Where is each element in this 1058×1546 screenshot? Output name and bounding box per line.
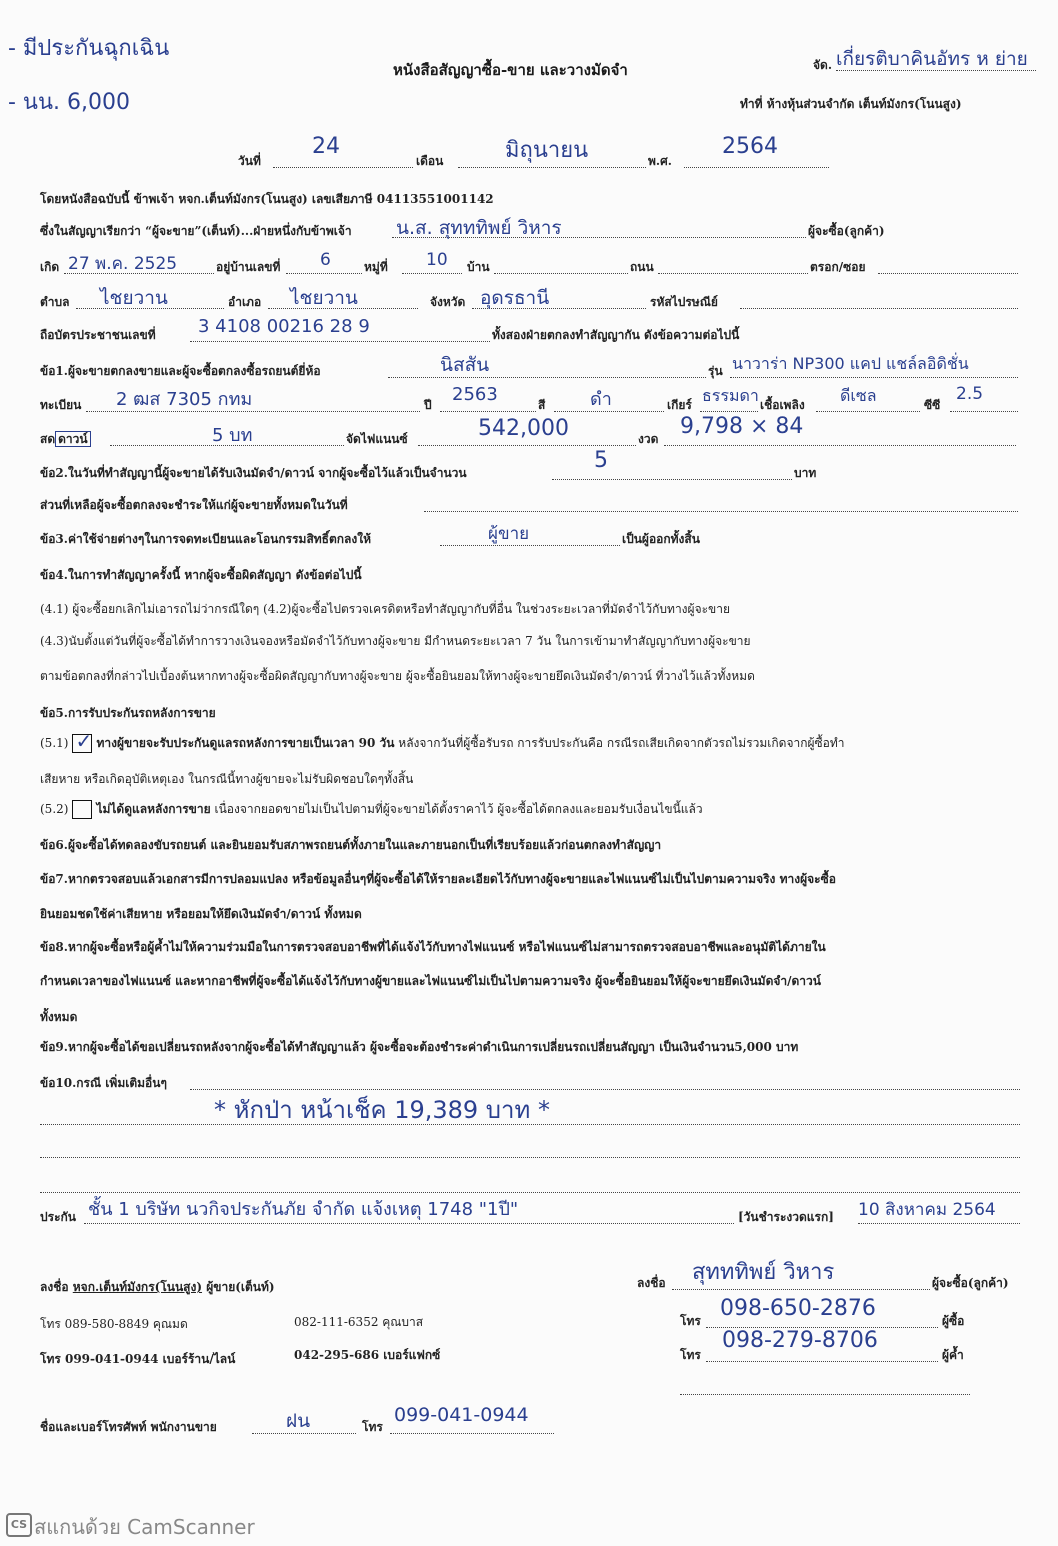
insurance-value: ชั้น 1 บริษัท นวกิจประกันภัย จำกัด แจ้งเหตุ 1748 "1ปี" xyxy=(88,1199,519,1220)
buyer-tel-role: ผู้ซื้อ xyxy=(942,1314,965,1328)
car-fuel: ดีเซล xyxy=(840,386,877,405)
jad-label: จัด. xyxy=(813,58,833,72)
clause2b: ส่วนที่เหลือผู้จะซื้อตกลงจะชำระให้แก่ผู้จะขายทั้งหมดในวันที่ xyxy=(40,498,348,512)
note-emergency-insurance: - มีประกันฉุกเฉิน xyxy=(8,36,170,61)
born-label: เกิด xyxy=(40,260,60,274)
village-label: บ้าน xyxy=(467,260,490,274)
clause10-value: * หักป่า หน้าเช็ค 19,389 บาท * xyxy=(214,1096,550,1124)
amphoe-label: อำเภอ xyxy=(228,295,262,309)
clause3: ข้อ3.ค่าใช้จ่ายต่างๆในการจดทะเบียนและโอนกรรมสิทธิ์ตกลงให้ xyxy=(40,532,372,546)
seller-tel2: 082-111-6352 คุณบาส xyxy=(294,1315,424,1329)
seller-name: หจก.เต็นท์มังกร(โนนสูง) xyxy=(72,1280,203,1294)
plate-value: 2 ฒส 7305 กทม xyxy=(116,389,253,410)
model-label: รุ่น xyxy=(708,364,723,378)
moo-value: 10 xyxy=(426,250,448,270)
color-label: สี xyxy=(538,398,546,412)
salesperson-tel: 099-041-0944 xyxy=(394,1404,529,1426)
seller-tel1: โทร 089-580-8849 คุณมด xyxy=(40,1317,188,1331)
province-value: อุดรธานี xyxy=(480,287,550,309)
buyer-role: ผู้จะซื้อ(ลูกค้า) xyxy=(808,224,885,238)
down-payment-label: ดาวน์ xyxy=(55,431,90,447)
id-label: ถือบัตรประชาชนเลขที่ xyxy=(40,328,156,342)
car-model: นาวาร่า NP300 แคป แชล์ลอิดิชั่น xyxy=(732,354,969,373)
cash-label: สด xyxy=(40,432,56,446)
born-value: 27 พ.ค. 2525 xyxy=(68,254,178,274)
day-value: 24 xyxy=(312,134,340,159)
down-value: 5 บท xyxy=(212,425,253,446)
warranty-checkbox-checked[interactable] xyxy=(72,729,93,753)
car-cc: 2.5 xyxy=(956,384,984,404)
check-icon: ✓ xyxy=(75,729,93,753)
amphoe-value: ไชยวาน xyxy=(290,287,358,309)
clause4-3b: ตามข้อตกลงที่กล่าวไปเบื้องต้นหากทางผู้จะซื้อผิดสัญญากับทางผู้จะขาย ผู้จะซื้อยินยอมให้ทางผู้จะขายยึดเงินมัดจำ/ดาวน์ ที่วางไว้แล้วทั้งหมด xyxy=(40,669,755,683)
fuel-label: เชื้อเพลิง xyxy=(760,398,805,412)
clause8b: กำหนดเวลาของไฟแนนซ์ และหากอาชีพที่ผู้จะซื้อได้แจ้งไว้กับทางผู้ขายและไฟแนนซ์ไม่เป็นไปตามความจริง ผู้จะซื้อยินยอมให้ผู้จะขายยึดเงินมัดจำ/ดาวน์ xyxy=(40,974,821,988)
month-label: เดือน xyxy=(416,154,444,168)
seller-tel3: โทร 099-041-0944 เบอร์ร้าน/ไลน์ xyxy=(40,1352,236,1366)
clause5-1-num: (5.1) xyxy=(40,736,69,750)
buyer-sign-role: ผู้จะซื้อ(ลูกค้า) xyxy=(932,1276,1009,1290)
clause9: ข้อ9.หากผู้จะซื้อได้ขอเปลี่ยนรถหลังจากผู้จะซื้อได้ทำสัญญาแล้ว ผู้จะซื้อจะต้องชำระค่าดำเนินการเปลี่ยนรถเปลี่ยนสัญญา เป็นเงินจำนวน5,000 บาท xyxy=(40,1040,799,1054)
clause2-unit: บาท xyxy=(794,466,817,480)
finance-label: จัดไฟแนนซ์ xyxy=(346,432,408,446)
no-warranty-checkbox[interactable] xyxy=(72,800,92,819)
day-label: วันที่ xyxy=(238,154,261,168)
year-car-label: ปี xyxy=(424,398,432,412)
guarantor-tel-label: โทร xyxy=(680,1348,701,1362)
house-value: 6 xyxy=(320,250,331,270)
note-weight: - นน. 6,000 xyxy=(8,90,130,115)
clause10: ข้อ10.กรณี เพิ่มเติมอื่นๆ xyxy=(40,1076,167,1090)
clause3-post: เป็นผู้ออกทั้งสิ้น xyxy=(622,532,700,546)
clause4: ข้อ4.ในการทำสัญญาครั้งนี้ หากผู้จะซื้อผิดสัญญา ดังข้อต่อไปนี้ xyxy=(40,568,362,582)
province-label: จังหวัด xyxy=(430,295,466,309)
clause5: ข้อ5.การรับประกันรถหลังการขาย xyxy=(40,706,216,720)
plate-label: ทะเบียน xyxy=(40,398,82,412)
intro-line1: โดยหนังสือฉบับนี้ ข้าพเจ้า หจก.เต็นท์มังกร(โนนสูง) เลขเสียภาษี 04113551001142 xyxy=(40,192,494,206)
seller-tel4: 042-295-686 เบอร์แฟกซ์ xyxy=(294,1348,441,1362)
installment-label: งวด xyxy=(638,432,659,446)
clause5-1b: เสียหาย หรือเกิดอุบัติเหตุเอง ในกรณีนี้ทางผู้ขายจะไม่รับผิดชอบใดๆทั้งสิ้น xyxy=(40,772,414,786)
id-post: ทั้งสองฝ่ายตกลงทำสัญญากัน ดังข้อความต่อไปนี้ xyxy=(492,328,740,342)
clause7b: ยินยอมชดใช้ค่าเสียหาย หรือยอมให้ยึดเงินมัดจำ/ดาวน์ ทั้งหมด xyxy=(40,907,362,921)
place-line: ทำที่ ห้างหุ้นส่วนจำกัด เต็นท์มังกร(โนนสูง) xyxy=(740,97,962,111)
clause4-3: (4.3)นับตั้งแต่วันที่ผู้จะซื้อได้ทำการวางเงินจองหรือมัดจำไว้กับทางผู้จะขาย มีกำหนดระยะเวลา 7 วัน ในการเข้ามาทำสัญญากับทางผู้จะขาย xyxy=(40,634,751,648)
clause6: ข้อ6.ผู้จะซื้อได้ทดลองขับรถยนต์ และยินยอมรับสภาพรถยนต์ทั้งภายในและภายนอกเป็นที่เรียบร้อยแล้วก่อนตกลงทำสัญญา xyxy=(40,838,662,852)
clause8: ข้อ8.หากผู้จะซื้อหรือผู้ค้ำไม่ให้ความร่วมมือในการตรวจสอบอาชีพที่ได้แจ้งไว้กับทางไฟแนนซ์ หรือไฟแนนซ์ไม่สามารถตรวจสอบอาชีพและอนุมัติได้ภายใน xyxy=(40,940,826,954)
buyer-name: น.ส. สุทททิพย์ วิหาร xyxy=(396,217,562,239)
clause5-1-row xyxy=(40,729,845,753)
car-color: ดำ xyxy=(590,389,612,410)
car-brand: นิสสัน xyxy=(440,354,490,376)
month-value: มิถุนายน xyxy=(505,138,589,163)
clause8c: ทั้งหมด xyxy=(40,1010,78,1024)
camscanner-footer xyxy=(0,1508,1058,1546)
year-value: 2564 xyxy=(722,134,778,159)
camscanner-text: สแกนด้วย CamScanner xyxy=(34,1515,255,1539)
house-label: อยู่บ้านเลขที่ xyxy=(216,260,281,274)
cc-label: ซีซี xyxy=(924,398,941,412)
tambon-label: ตำบล xyxy=(40,295,70,309)
year-label: พ.ศ. xyxy=(648,154,672,168)
clause5-2-rest: เนื่องจากยอดขายไม่เป็นไปตามที่ผู้จะขายได้ตั้งราคาไว้ ผู้จะซื้อได้ตกลงและยอมรับเงื่อนไขนี้แล้ว xyxy=(214,802,703,816)
jad-value: เกี่ยรติบาคินอัทร ห ย่าย xyxy=(836,48,1028,70)
clause2: ข้อ2.ในวันที่ทำสัญญานี้ผู้จะขายได้รับเงินมัดจำ/ดาวน์ จากผู้จะซื้อไว้แล้วเป็นจำนวน xyxy=(40,466,467,480)
clause4-1: (4.1) ผู้จะซื้อยกเลิกไม่เอารถไม่ว่ากรณีใดๆ (4.2)ผู้จะซื้อไปตรวจเครดิตหรือทำสัญญากับที่อื่น ในช่วงระยะเวลาที่มัดจำไว้กับทางผู้จะขาย xyxy=(40,602,731,616)
intro-line2: ซึ่งในสัญญาเรียกว่า “ผู้จะขาย”(เต็นท์)...ฝ่ายหนึ่งกับข้าพเจ้า xyxy=(40,224,352,238)
insurance-label: ประกัน xyxy=(40,1210,76,1224)
buyer-signature: สุทททิพย์ วิหาร xyxy=(692,1260,835,1285)
document-title: หนังสือสัญญาซื้อ-ขาย และวางมัดจำ xyxy=(393,61,628,79)
soi-label: ตรอก/ซอย xyxy=(810,260,866,274)
buyer-tel: 098-650-2876 xyxy=(720,1296,876,1321)
finance-value: 542,000 xyxy=(478,416,569,441)
road-label: ถนน xyxy=(630,260,654,274)
clause7: ข้อ7.หากตรวจสอบแล้วเอกสารมีการปลอมแปลง หรือข้อมูลอื่นๆที่ผู้จะซื้อได้ให้รายละเอียดไว้กับทางผู้จะขายและไฟแนนซ์ไม่เป็นไปตามความจริง ทางผู้จะซื้อ xyxy=(40,872,836,886)
car-year: 2563 xyxy=(452,384,498,405)
clause5-1-rest: หลังจากวันที่ผู้ซื้อรับรถ การรับประกันคือ กรณีรถเสียเกิดจากตัวรถไม่รวมเกิดจากผู้ซื้อทำ xyxy=(398,736,845,750)
salesperson-tel-label: โทร xyxy=(362,1420,383,1434)
first-due-label: [วันชำระงวดแรก] xyxy=(738,1210,834,1224)
seller-sign-row xyxy=(40,1278,275,1297)
id-value: 3 4108 00216 28 9 xyxy=(198,316,370,337)
guarantor-role: ผู้ค้ำ xyxy=(942,1348,964,1362)
car-gear: ธรรมดา xyxy=(702,386,759,405)
seller-role: ผู้ขาย(เต็นท์) xyxy=(206,1280,275,1294)
installment-value: 9,798 × 84 xyxy=(680,414,804,439)
postal-label: รหัสไปรษณีย์ xyxy=(650,295,718,309)
clause5-2-row xyxy=(40,800,703,819)
gear-label: เกียร์ xyxy=(667,398,692,412)
buyer-sign-label: ลงชื่อ xyxy=(637,1276,666,1290)
moo-label: หมู่ที่ xyxy=(364,260,388,274)
guarantor-tel: 098-279-8706 xyxy=(722,1328,878,1353)
clause5-2-num: (5.2) xyxy=(40,802,69,816)
car-clause-label: ข้อ1.ผู้จะขายตกลงขายและผู้จะซื้อตกลงซื้อรถยนต์ยี่ห้อ xyxy=(40,364,321,378)
first-due-value: 10 สิงหาคม 2564 xyxy=(858,1200,996,1220)
clause5-2-bold: ไม่ได้ดูแลหลังการขาย xyxy=(96,802,211,816)
clause3-value: ผู้ขาย xyxy=(488,524,530,544)
salesperson-label: ชื่อและเบอร์โทรศัพท์ พนักงานขาย xyxy=(40,1420,217,1434)
seller-sign-label: ลงชื่อ xyxy=(40,1280,69,1294)
clause2-value: 5 xyxy=(594,448,608,473)
tambon-value: ไชยวาน xyxy=(100,287,168,309)
clause5-1-bold: ทางผู้ขายจะรับประกันดูแลรถหลังการขายเป็นเวลา 90 วัน xyxy=(96,736,395,750)
camscanner-logo-icon: CS xyxy=(6,1513,32,1537)
salesperson-name: ฝน xyxy=(286,1410,311,1432)
buyer-tel-label: โทร xyxy=(680,1314,701,1328)
down-label-wrap xyxy=(40,430,91,449)
